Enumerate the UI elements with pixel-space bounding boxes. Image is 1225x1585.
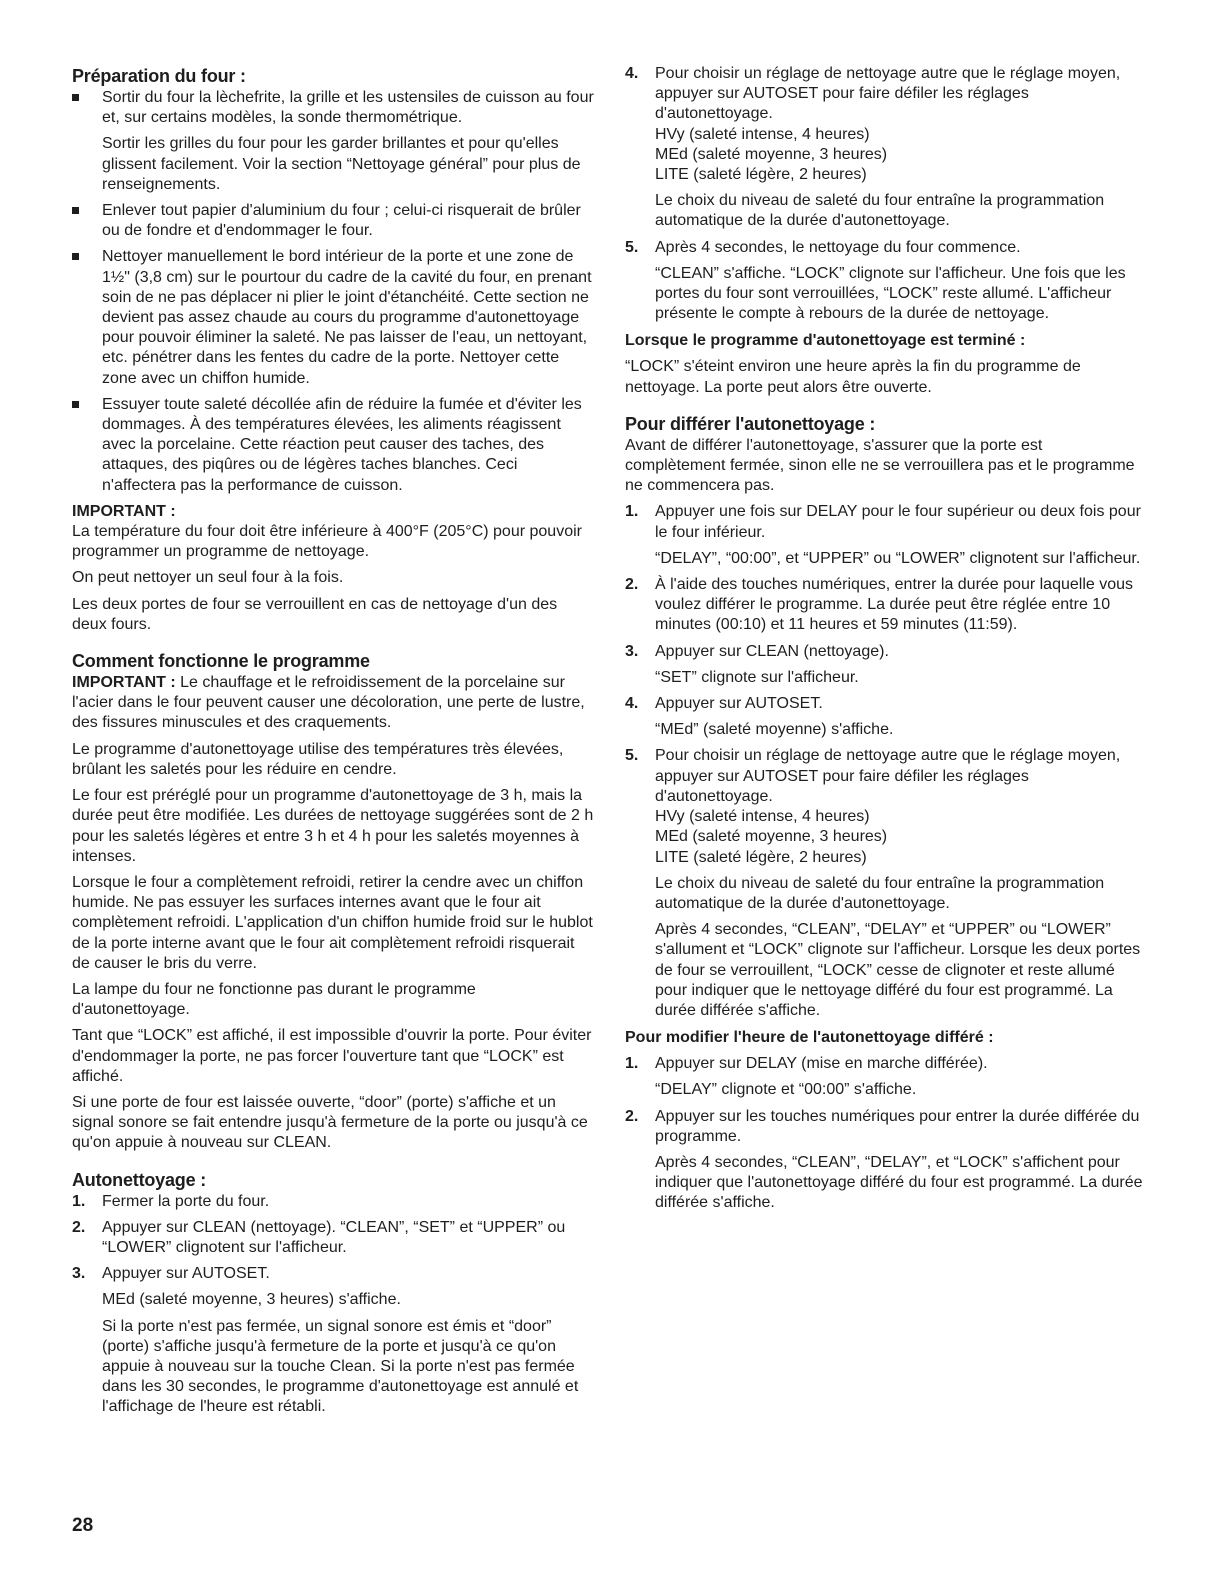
numbered-step: 3. Appuyer sur AUTOSET. [72, 1265, 270, 1283]
step-subtext: Après 4 secondes, “CLEAN”, “DELAY”, et “LOCK” s'affichent pour indiquer que l'autonettoyage différé du four est programmé. La durée différée s'affiche. [655, 1153, 1143, 1212]
step-subtext: Après 4 secondes, “CLEAN”, “DELAY” et “UPPER” ou “LOWER” s'allument et “LOCK” clignote sur l'afficheur. Lorsque les deux portes de four se verrouillent, “LOCK” cesse de clignoter et reste allumé pour indiquer que le nettoyage différé du four est programmé. La durée différée s'affiche. [655, 921, 1141, 1019]
autonettoyage-heading: Autonettoyage : [72, 1169, 206, 1190]
numbered-step: 4. Appuyer sur AUTOSET. [625, 695, 823, 713]
paragraph-text: Le chauffage et le refroidissement de la porcelaine sur l'acier dans le four peuvent causer une décoloration, une perte de lustre, des fissures minuscules et des craquements. [72, 674, 585, 732]
numbered-step: 2. Appuyer sur CLEAN (nettoyage). “CLEAN”, “SET” et “UPPER” ou “LOWER” clignotent sur l'afficheur. [72, 1218, 566, 1256]
step-subtext: Le choix du niveau de saleté du four entraîne la programmation automatique de la durée d'autonettoyage. [655, 874, 1105, 912]
numbered-step: 4. Pour choisir un réglage de nettoyage autre que le réglage moyen, appuyer sur AUTOSET pour faire défiler les réglages d'autonettoyage. [625, 65, 1121, 123]
paragraph [72, 673, 594, 734]
delay-heading: Pour différer l'autonettoyage : [625, 413, 876, 434]
bullet-item: Nettoyer manuellement le bord intérieur de la porte et une zone de 1½" (3,8 cm) sur le pourtour du cadre de la cavité du four, en prenant soin de ne pas déplacer ni plier le joint d'étanchéité. Cette section ne devient pas assez chaude au cours du programme d'autonettoyage pour pouvoir éliminer la saleté. Ne pas laisser de l'eau, un nettoyant, etc. pénétrer dans les fentes du cadre de la porte. Nettoyer cette zone avec un chiffon humide. [72, 247, 594, 388]
level-option: LITE (saleté légère, 2 heures) [655, 166, 867, 184]
modify-heading: Pour modifier l'heure de l'autonettoyage différé : [625, 1029, 994, 1047]
step-subtext: “MEd” (saleté moyenne) s'affiche. [655, 721, 894, 739]
bullet-item: Essuyer toute saleté décollée afin de réduire la fumée et d'éviter les dommages. À des températures élevées, les aliments réagissent avec la porcelaine. Cette réaction peut causer des taches, des attaques, des piqûres ou de légères taches blanches. Ceci n'affectera pas la performance de cuisson. [72, 395, 594, 496]
numbered-step: 5. Après 4 secondes, le nettoyage du four commence. [625, 238, 1021, 256]
numbered-step: 5. Pour choisir un réglage de nettoyage autre que le réglage moyen, appuyer sur AUTOSET pour faire défiler les réglages d'autonettoyage. [625, 747, 1121, 805]
paragraph: Avant de différer l'autonettoyage, s'assurer que la porte est complètement fermée, sinon elle ne se verrouillera pas et le programme ne commencera pas. [625, 436, 1135, 495]
paragraph: Le four est préréglé pour un programme d'autonettoyage de 3 h, mais la durée peut être modifiée. Les durées de nettoyage suggérées sont de 2 h pour les saletés légères et entre 3 h et 4 h pour les saletés moyennes à intenses. [72, 787, 594, 865]
paragraph: Le programme d'autonettoyage utilise des températures très élevées, brûlant les saletés pour les réduire en cendre. [72, 740, 564, 778]
step-subtext: “SET” clignote sur l'afficheur. [655, 668, 859, 686]
step-subtext: “DELAY” clignote et “00:00” s'affiche. [655, 1081, 917, 1099]
how-heading: Comment fonctionne le programme [72, 651, 370, 672]
step-subtext: “CLEAN” s'affiche. “LOCK” clignote sur l'afficheur. Une fois que les portes du four sont verrouillées, “LOCK” reste allumé. L'afficheur présente le compte à rebours de la durée de nettoyage. [655, 264, 1126, 323]
paragraph: Les deux portes de four se verrouillent en cas de nettoyage d'un des deux fours. [72, 595, 558, 633]
level-option: MEd (saleté moyenne, 3 heures) [655, 828, 888, 846]
paragraph: La lampe du four ne fonctionne pas durant le programme d'autonettoyage. [72, 980, 476, 1019]
important-label: IMPORTANT : [72, 674, 176, 692]
level-option: LITE (saleté légère, 2 heures) [655, 848, 867, 866]
numbered-step: 2. À l'aide des touches numériques, entrer la durée pour laquelle vous voulez différer le programme. La durée peut être réglée entre 10 minutes (00:10) et 11 heures et 59 minutes (11:59). [625, 576, 1134, 634]
numbered-step: 1. Fermer la porte du four. [72, 1192, 270, 1210]
numbered-step: 1. Appuyer une fois sur DELAY pour le four supérieur ou deux fois pour le four inférieur. [625, 503, 1141, 541]
important-label: IMPORTANT : [72, 502, 176, 520]
step-subtext: Le choix du niveau de saleté du four entraîne la programmation automatique de la durée d'autonettoyage. [655, 192, 1105, 230]
bullet-item: Enlever tout papier d'aluminium du four ; celui-ci risquerait de brûler ou de fondre et d'endommager le four. [72, 201, 594, 241]
step-subtext: MEd (saleté moyenne, 3 heures) s'affiche. [102, 1291, 401, 1309]
right-column [625, 64, 1143, 1214]
paragraph: La température du four doit être inférieure à 400°F (205°C) pour pouvoir programmer un programme de nettoyage. [72, 523, 582, 561]
numbered-step: 2. Appuyer sur les touches numériques pour entrer la durée différée du programme. [625, 1107, 1140, 1145]
level-option: HVy (saleté intense, 4 heures) [655, 808, 870, 826]
bullet-subtext: Sortir les grilles du four pour les garder brillantes et pour qu'elles glissent facilement. Voir la section “Nettoyage général” pour plus de renseignements. [102, 135, 581, 193]
page-number: 28 [72, 1515, 94, 1536]
prep-heading: Préparation du four : [72, 66, 246, 86]
paragraph: Lorsque le four a complètement refroidi, retirer la cendre avec un chiffon humide. Ne pas essuyer les surfaces internes avant que le four ait complètement refroidi. L'application d'un chiffon humide froid sur le hublot de la porte interne avant que le four ait complètement refroidi risquerait de causer le bris du verre. [72, 873, 593, 972]
left-column [72, 64, 594, 1418]
paragraph: On peut nettoyer un seul four à la fois. [72, 569, 344, 587]
paragraph: Tant que “LOCK” est affiché, il est impossible d'ouvrir la porte. Pour éviter d'endommager la porte, ne pas forcer l'ouverture tant que “LOCK” est affiché. [72, 1027, 592, 1085]
step-subtext: “DELAY”, “00:00”, et “UPPER” ou “LOWER” clignotent sur l'afficheur. [655, 549, 1141, 567]
numbered-step: 3. Appuyer sur CLEAN (nettoyage). [625, 642, 889, 660]
end-heading: Lorsque le programme d'autonettoyage est terminé : [625, 332, 1026, 350]
level-option: HVy (saleté intense, 4 heures) [655, 125, 870, 143]
bullet-item: Sortir du four la lèchefrite, la grille et les ustensiles de cuisson au four et, sur certains modèles, la sonde thermométrique. [72, 88, 594, 128]
paragraph: “LOCK” s'éteint environ une heure après la fin du programme de nettoyage. La porte peut alors être ouverte. [625, 358, 1081, 396]
numbered-step: 1. Appuyer sur DELAY (mise en marche différée). [625, 1055, 988, 1073]
paragraph: Si une porte de four est laissée ouverte, “door” (porte) s'affiche et un signal sonore se fait entendre jusqu'à fermeture de la porte ou jusqu'à ce qu'on appuie à nouveau sur CLEAN. [72, 1093, 588, 1152]
step-subtext: Si la porte n'est pas fermée, un signal sonore est émis et “door” (porte) s'affiche jusqu'à fermeture de la porte et jusqu'à ce qu'on appuie à nouveau sur la touche Clean. Si la porte n'est pas fermée dans les 30 secondes, le programme d'autonettoyage est annulé et l'affichage de l'heure est rétabli. [102, 1317, 579, 1416]
level-option: MEd (saleté moyenne, 3 heures) [655, 145, 888, 163]
